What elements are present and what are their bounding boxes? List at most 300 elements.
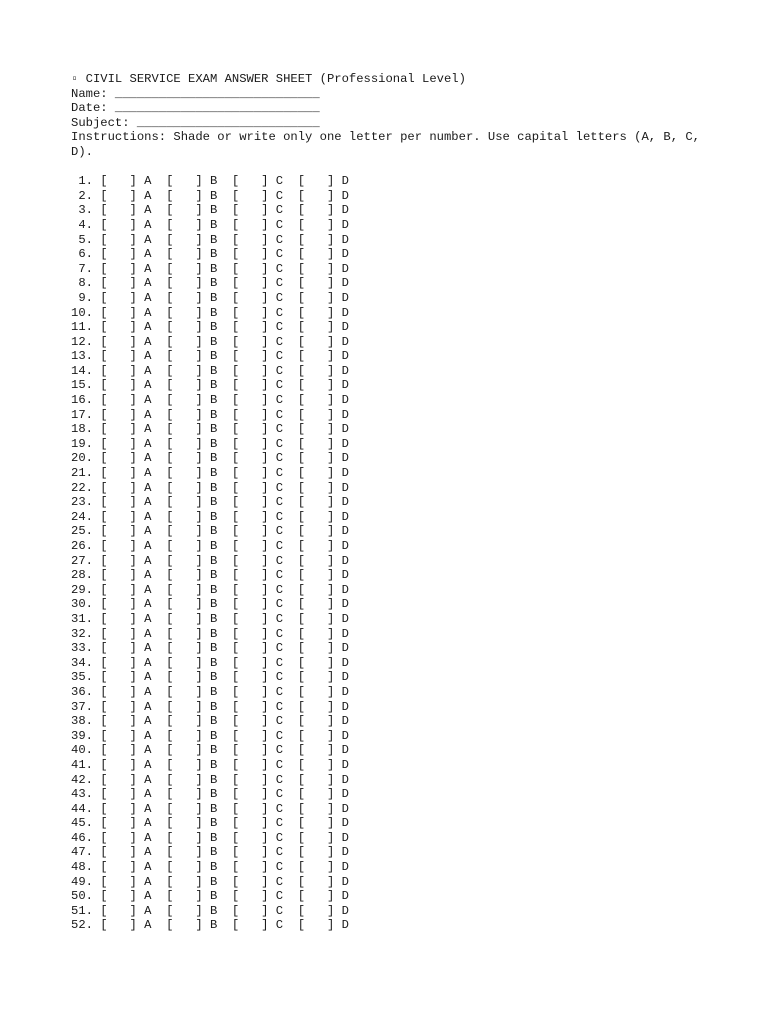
option-a-bubble[interactable]: [ ] A <box>92 480 159 495</box>
option-d-bubble[interactable]: [ ] D <box>290 349 349 364</box>
option-a-bubble[interactable]: [ ] A <box>92 247 159 262</box>
question-row <box>71 203 711 218</box>
option-a-bubble[interactable]: [ ] A <box>92 757 159 772</box>
option-a-bubble[interactable]: [ ] A <box>92 276 159 291</box>
option-d-bubble[interactable]: [ ] D <box>290 787 349 802</box>
option-d-bubble[interactable]: [ ] D <box>290 363 349 378</box>
option-c-bubble[interactable]: [ ] C <box>224 334 291 349</box>
question-row <box>71 335 711 350</box>
question-row <box>71 700 711 715</box>
question-row <box>71 510 711 525</box>
question-row <box>71 656 711 671</box>
question-number: 15. <box>71 378 93 393</box>
question-row <box>71 393 711 408</box>
option-d-bubble[interactable]: [ ] D <box>290 480 349 495</box>
question-row <box>71 612 711 627</box>
question-number: 45. <box>71 816 93 831</box>
question-number: 32. <box>71 626 93 641</box>
question-row <box>71 816 711 831</box>
option-b-bubble[interactable]: [ ] B <box>158 480 225 495</box>
question-number: 22. <box>71 480 93 495</box>
question-row <box>71 247 711 262</box>
option-b-bubble[interactable]: [ ] B <box>158 757 225 772</box>
option-b-bubble[interactable]: [ ] B <box>158 787 225 802</box>
option-d-bubble[interactable]: [ ] D <box>290 889 349 904</box>
option-a-bubble[interactable]: [ ] A <box>92 320 159 335</box>
option-d-bubble[interactable]: [ ] D <box>290 393 349 408</box>
option-b-bubble[interactable]: [ ] B <box>158 597 225 612</box>
option-d-bubble[interactable]: [ ] D <box>290 174 349 189</box>
option-c-bubble[interactable]: [ ] C <box>224 684 291 699</box>
name-label: Name: <box>71 86 108 101</box>
sheet-title: CIVIL SERVICE EXAM ANSWER SHEET (Professional Level) <box>85 72 466 86</box>
question-number: 25. <box>71 524 93 539</box>
option-d-bubble[interactable]: [ ] D <box>290 582 349 597</box>
option-d-bubble[interactable]: [ ] D <box>290 261 349 276</box>
option-b-bubble[interactable]: [ ] B <box>158 174 225 189</box>
option-b-bubble[interactable]: [ ] B <box>158 451 225 466</box>
question-row <box>71 233 711 248</box>
option-a-bubble[interactable]: [ ] A <box>92 217 159 232</box>
option-c-bubble[interactable]: [ ] C <box>224 188 291 203</box>
option-a-bubble[interactable]: [ ] A <box>92 290 159 305</box>
question-row <box>71 773 711 788</box>
answer-sheet <box>71 72 711 933</box>
option-d-bubble[interactable]: [ ] D <box>290 845 349 860</box>
option-a-bubble[interactable]: [ ] A <box>92 743 159 758</box>
option-b-bubble[interactable]: [ ] B <box>158 509 225 524</box>
option-c-bubble[interactable]: [ ] C <box>224 203 291 218</box>
option-b-bubble[interactable]: [ ] B <box>158 903 225 918</box>
question-number: 27. <box>71 553 93 568</box>
option-c-bubble[interactable]: [ ] C <box>224 305 291 320</box>
option-b-bubble[interactable]: [ ] B <box>158 860 225 875</box>
date-field[interactable]: ____________________________ <box>114 101 320 116</box>
option-d-bubble[interactable]: [ ] D <box>290 714 349 729</box>
option-b-bubble[interactable]: [ ] B <box>158 889 225 904</box>
option-d-bubble[interactable]: [ ] D <box>290 539 349 553</box>
option-c-bubble[interactable]: [ ] C <box>224 845 291 860</box>
option-b-bubble[interactable]: [ ] B <box>158 670 225 685</box>
option-c-bubble[interactable]: [ ] C <box>224 743 291 758</box>
question-number: 47. <box>71 845 93 860</box>
option-c-bubble[interactable]: [ ] C <box>224 349 291 364</box>
option-c-bubble[interactable]: [ ] C <box>224 247 291 262</box>
option-a-bubble[interactable]: [ ] A <box>92 451 159 466</box>
question-row <box>71 889 711 904</box>
question-number: 38. <box>71 714 93 729</box>
question-number: 13. <box>71 349 93 364</box>
small-square-icon: ▫ <box>71 72 79 86</box>
question-number: 30. <box>71 597 93 612</box>
option-d-bubble[interactable]: [ ] D <box>290 611 349 626</box>
option-d-bubble[interactable]: [ ] D <box>290 509 349 524</box>
question-number: 48. <box>71 860 93 875</box>
option-c-bubble[interactable]: [ ] C <box>224 524 291 539</box>
option-a-bubble[interactable]: [ ] A <box>92 787 159 802</box>
option-a-bubble[interactable]: [ ] A <box>92 393 159 408</box>
question-number: 50. <box>71 889 93 904</box>
option-c-bubble[interactable]: [ ] C <box>224 714 291 729</box>
option-d-bubble[interactable]: [ ] D <box>290 772 349 787</box>
option-c-bubble[interactable]: [ ] C <box>224 320 291 335</box>
option-c-bubble[interactable]: [ ] C <box>224 582 291 597</box>
option-b-bubble[interactable]: [ ] B <box>158 217 225 232</box>
question-number: 14. <box>71 363 93 378</box>
question-row <box>71 758 711 773</box>
option-c-bubble[interactable]: [ ] C <box>224 378 291 393</box>
option-d-bubble[interactable]: [ ] D <box>290 670 349 685</box>
question-row <box>71 860 711 875</box>
option-b-bubble[interactable]: [ ] B <box>158 407 225 422</box>
option-c-bubble[interactable]: [ ] C <box>224 480 291 495</box>
option-a-bubble[interactable]: [ ] A <box>92 495 159 510</box>
option-b-bubble[interactable]: [ ] B <box>158 728 225 743</box>
question-row <box>71 291 711 306</box>
question-number: 44. <box>71 801 93 816</box>
option-a-bubble[interactable]: [ ] A <box>92 407 159 422</box>
option-b-bubble[interactable]: [ ] B <box>158 466 225 481</box>
spacer <box>71 160 711 175</box>
option-a-bubble[interactable]: [ ] A <box>92 845 159 860</box>
option-d-bubble[interactable]: [ ] D <box>290 276 349 291</box>
option-b-bubble[interactable]: [ ] B <box>158 232 225 247</box>
option-a-bubble[interactable]: [ ] A <box>92 801 159 816</box>
question-row <box>71 729 711 744</box>
option-a-bubble[interactable]: [ ] A <box>92 582 159 597</box>
option-d-bubble[interactable]: [ ] D <box>290 801 349 816</box>
option-c-bubble[interactable]: [ ] C <box>224 641 291 656</box>
question-row <box>71 904 711 919</box>
option-b-bubble[interactable]: [ ] B <box>158 553 225 568</box>
option-b-bubble[interactable]: [ ] B <box>158 684 225 699</box>
option-c-bubble[interactable]: [ ] C <box>224 436 291 451</box>
option-d-bubble[interactable]: [ ] D <box>290 217 349 232</box>
option-d-bubble[interactable]: [ ] D <box>290 451 349 466</box>
option-a-bubble[interactable]: [ ] A <box>92 539 159 553</box>
question-row <box>71 495 711 510</box>
option-d-bubble[interactable]: [ ] D <box>290 874 349 889</box>
question-number: 12. <box>71 334 93 349</box>
option-a-bubble[interactable]: [ ] A <box>92 772 159 787</box>
option-a-bubble[interactable]: [ ] A <box>92 188 159 203</box>
option-c-bubble[interactable]: [ ] C <box>224 509 291 524</box>
option-c-bubble[interactable]: [ ] C <box>224 422 291 437</box>
question-number: 49. <box>71 874 93 889</box>
option-b-bubble[interactable]: [ ] B <box>158 874 225 889</box>
question-number: 36. <box>71 684 93 699</box>
option-d-bubble[interactable]: [ ] D <box>290 553 349 568</box>
question-row <box>71 568 711 583</box>
question-row <box>71 714 711 729</box>
option-b-bubble[interactable]: [ ] B <box>158 290 225 305</box>
option-c-bubble[interactable]: [ ] C <box>224 495 291 510</box>
question-row <box>71 466 711 481</box>
option-d-bubble[interactable]: [ ] D <box>290 320 349 335</box>
option-c-bubble[interactable]: [ ] C <box>224 539 291 553</box>
option-c-bubble[interactable]: [ ] C <box>224 553 291 568</box>
question-number: 42. <box>71 772 93 787</box>
option-a-bubble[interactable]: [ ] A <box>92 203 159 218</box>
option-a-bubble[interactable]: [ ] A <box>92 568 159 583</box>
option-a-bubble[interactable]: [ ] A <box>92 597 159 612</box>
option-c-bubble[interactable]: [ ] C <box>224 276 291 291</box>
option-c-bubble[interactable]: [ ] C <box>224 816 291 831</box>
option-b-bubble[interactable]: [ ] B <box>158 714 225 729</box>
question-row <box>71 364 711 379</box>
subject-line <box>71 116 711 131</box>
option-c-bubble[interactable]: [ ] C <box>224 568 291 583</box>
option-b-bubble[interactable]: [ ] B <box>158 655 225 670</box>
option-a-bubble[interactable]: [ ] A <box>92 860 159 875</box>
option-d-bubble[interactable]: [ ] D <box>290 524 349 539</box>
option-c-bubble[interactable]: [ ] C <box>224 290 291 305</box>
option-d-bubble[interactable]: [ ] D <box>290 655 349 670</box>
option-b-bubble[interactable]: [ ] B <box>158 699 225 714</box>
option-d-bubble[interactable]: [ ] D <box>290 232 349 247</box>
option-a-bubble[interactable]: [ ] A <box>92 334 159 349</box>
option-d-bubble[interactable]: [ ] D <box>290 830 349 845</box>
option-d-bubble[interactable]: [ ] D <box>290 466 349 481</box>
option-b-bubble[interactable]: [ ] B <box>158 334 225 349</box>
question-row <box>71 802 711 817</box>
option-b-bubble[interactable]: [ ] B <box>158 568 225 583</box>
option-b-bubble[interactable]: [ ] B <box>158 393 225 408</box>
question-number: 18. <box>71 422 93 437</box>
option-a-bubble[interactable]: [ ] A <box>92 903 159 918</box>
option-d-bubble[interactable]: [ ] D <box>290 743 349 758</box>
option-c-bubble[interactable]: [ ] C <box>224 451 291 466</box>
option-b-bubble[interactable]: [ ] B <box>158 320 225 335</box>
question-number: 24. <box>71 509 93 524</box>
option-a-bubble[interactable]: [ ] A <box>92 524 159 539</box>
option-b-bubble[interactable]: [ ] B <box>158 582 225 597</box>
question-number: 33. <box>71 641 93 656</box>
option-d-bubble[interactable]: [ ] D <box>290 422 349 437</box>
option-a-bubble[interactable]: [ ] A <box>92 626 159 641</box>
name-line <box>71 87 711 102</box>
option-c-bubble[interactable]: [ ] C <box>224 757 291 772</box>
question-number: 5. <box>71 232 93 247</box>
option-c-bubble[interactable]: [ ] C <box>224 889 291 904</box>
option-c-bubble[interactable]: [ ] C <box>224 363 291 378</box>
date-label: Date: <box>71 101 108 116</box>
option-d-bubble[interactable]: [ ] D <box>290 188 349 203</box>
question-number: 3. <box>71 203 93 218</box>
option-c-bubble[interactable]: [ ] C <box>224 728 291 743</box>
option-b-bubble[interactable]: [ ] B <box>158 422 225 437</box>
option-a-bubble[interactable]: [ ] A <box>92 174 159 189</box>
option-a-bubble[interactable]: [ ] A <box>92 714 159 729</box>
option-c-bubble[interactable]: [ ] C <box>224 801 291 816</box>
option-b-bubble[interactable]: [ ] B <box>158 816 225 831</box>
question-row <box>71 306 711 321</box>
question-row <box>71 670 711 685</box>
option-c-bubble[interactable]: [ ] C <box>224 772 291 787</box>
option-b-bubble[interactable]: [ ] B <box>158 743 225 758</box>
option-a-bubble[interactable]: [ ] A <box>92 728 159 743</box>
option-c-bubble[interactable]: [ ] C <box>224 626 291 641</box>
option-a-bubble[interactable]: [ ] A <box>92 816 159 831</box>
question-row <box>71 320 711 335</box>
option-a-bubble[interactable]: [ ] A <box>92 874 159 889</box>
option-d-bubble[interactable]: [ ] D <box>290 699 349 714</box>
option-b-bubble[interactable]: [ ] B <box>158 261 225 276</box>
option-b-bubble[interactable]: [ ] B <box>158 626 225 641</box>
option-a-bubble[interactable]: [ ] A <box>92 918 159 933</box>
option-b-bubble[interactable]: [ ] B <box>158 349 225 364</box>
option-a-bubble[interactable]: [ ] A <box>92 889 159 904</box>
option-c-bubble[interactable]: [ ] C <box>224 918 291 933</box>
option-c-bubble[interactable]: [ ] C <box>224 393 291 408</box>
question-row <box>71 597 711 612</box>
option-d-bubble[interactable]: [ ] D <box>290 626 349 641</box>
question-number: 37. <box>71 699 93 714</box>
option-a-bubble[interactable]: [ ] A <box>92 509 159 524</box>
question-number: 6. <box>71 247 93 262</box>
question-number: 2. <box>71 188 93 203</box>
option-b-bubble[interactable]: [ ] B <box>158 641 225 656</box>
question-number: 51. <box>71 903 93 918</box>
option-b-bubble[interactable]: [ ] B <box>158 539 225 553</box>
option-c-bubble[interactable]: [ ] C <box>224 597 291 612</box>
option-b-bubble[interactable]: [ ] B <box>158 830 225 845</box>
question-row <box>71 875 711 890</box>
question-row <box>71 554 711 569</box>
option-a-bubble[interactable]: [ ] A <box>92 363 159 378</box>
option-b-bubble[interactable]: [ ] B <box>158 845 225 860</box>
option-d-bubble[interactable]: [ ] D <box>290 247 349 262</box>
option-d-bubble[interactable]: [ ] D <box>290 816 349 831</box>
question-row <box>71 787 711 802</box>
option-a-bubble[interactable]: [ ] A <box>92 670 159 685</box>
question-row <box>71 408 711 423</box>
option-c-bubble[interactable]: [ ] C <box>224 874 291 889</box>
option-d-bubble[interactable]: [ ] D <box>290 757 349 772</box>
question-row <box>71 845 711 860</box>
option-b-bubble[interactable]: [ ] B <box>158 305 225 320</box>
option-c-bubble[interactable]: [ ] C <box>224 466 291 481</box>
option-c-bubble[interactable]: [ ] C <box>224 655 291 670</box>
question-row <box>71 437 711 452</box>
option-d-bubble[interactable]: [ ] D <box>290 860 349 875</box>
option-d-bubble[interactable]: [ ] D <box>290 290 349 305</box>
option-b-bubble[interactable]: [ ] B <box>158 363 225 378</box>
option-b-bubble[interactable]: [ ] B <box>158 436 225 451</box>
question-number: 46. <box>71 830 93 845</box>
option-b-bubble[interactable]: [ ] B <box>158 918 225 933</box>
option-c-bubble[interactable]: [ ] C <box>224 261 291 276</box>
option-b-bubble[interactable]: [ ] B <box>158 772 225 787</box>
question-number: 26. <box>71 539 93 553</box>
question-row <box>71 276 711 291</box>
subject-field[interactable]: _________________________ <box>136 115 320 130</box>
question-row <box>71 174 711 189</box>
question-number: 43. <box>71 787 93 802</box>
option-a-bubble[interactable]: [ ] A <box>92 553 159 568</box>
option-b-bubble[interactable]: [ ] B <box>158 611 225 626</box>
option-c-bubble[interactable]: [ ] C <box>224 787 291 802</box>
option-d-bubble[interactable]: [ ] D <box>290 684 349 699</box>
question-row <box>71 189 711 204</box>
option-c-bubble[interactable]: [ ] C <box>224 217 291 232</box>
date-line <box>71 101 711 116</box>
option-a-bubble[interactable]: [ ] A <box>92 830 159 845</box>
question-number: 40. <box>71 743 93 758</box>
option-b-bubble[interactable]: [ ] B <box>158 801 225 816</box>
question-list <box>71 174 711 933</box>
subject-label: Subject: <box>71 115 130 130</box>
option-a-bubble[interactable]: [ ] A <box>92 684 159 699</box>
option-a-bubble[interactable]: [ ] A <box>92 611 159 626</box>
option-d-bubble[interactable]: [ ] D <box>290 378 349 393</box>
option-d-bubble[interactable]: [ ] D <box>290 568 349 583</box>
option-d-bubble[interactable]: [ ] D <box>290 641 349 656</box>
option-d-bubble[interactable]: [ ] D <box>290 597 349 612</box>
question-number: 39. <box>71 728 93 743</box>
question-row <box>71 627 711 642</box>
question-row <box>71 524 711 539</box>
option-d-bubble[interactable]: [ ] D <box>290 334 349 349</box>
option-c-bubble[interactable]: [ ] C <box>224 860 291 875</box>
option-b-bubble[interactable]: [ ] B <box>158 524 225 539</box>
question-row <box>71 422 711 437</box>
option-d-bubble[interactable]: [ ] D <box>290 918 349 933</box>
question-row <box>71 481 711 496</box>
option-d-bubble[interactable]: [ ] D <box>290 728 349 743</box>
option-c-bubble[interactable]: [ ] C <box>224 670 291 685</box>
option-a-bubble[interactable]: [ ] A <box>92 422 159 437</box>
option-c-bubble[interactable]: [ ] C <box>224 611 291 626</box>
option-d-bubble[interactable]: [ ] D <box>290 436 349 451</box>
option-b-bubble[interactable]: [ ] B <box>158 203 225 218</box>
option-c-bubble[interactable]: [ ] C <box>224 830 291 845</box>
option-a-bubble[interactable]: [ ] A <box>92 261 159 276</box>
question-row <box>71 918 711 933</box>
option-a-bubble[interactable]: [ ] A <box>92 378 159 393</box>
question-number: 17. <box>71 407 93 422</box>
option-b-bubble[interactable]: [ ] B <box>158 188 225 203</box>
option-a-bubble[interactable]: [ ] A <box>92 232 159 247</box>
name-field[interactable]: ____________________________ <box>114 86 320 101</box>
option-d-bubble[interactable]: [ ] D <box>290 495 349 510</box>
option-a-bubble[interactable]: [ ] A <box>92 349 159 364</box>
option-a-bubble[interactable]: [ ] A <box>92 641 159 656</box>
option-c-bubble[interactable]: [ ] C <box>224 903 291 918</box>
option-c-bubble[interactable]: [ ] C <box>224 174 291 189</box>
option-c-bubble[interactable]: [ ] C <box>224 699 291 714</box>
option-b-bubble[interactable]: [ ] B <box>158 495 225 510</box>
option-b-bubble[interactable]: [ ] B <box>158 378 225 393</box>
option-d-bubble[interactable]: [ ] D <box>290 305 349 320</box>
option-d-bubble[interactable]: [ ] D <box>290 407 349 422</box>
question-number: 1. <box>71 174 93 189</box>
option-a-bubble[interactable]: [ ] A <box>92 466 159 481</box>
option-c-bubble[interactable]: [ ] C <box>224 232 291 247</box>
option-b-bubble[interactable]: [ ] B <box>158 276 225 291</box>
question-row <box>71 539 711 554</box>
option-a-bubble[interactable]: [ ] A <box>92 655 159 670</box>
option-c-bubble[interactable]: [ ] C <box>224 407 291 422</box>
question-number: 19. <box>71 436 93 451</box>
instructions: Instructions: Shade or write only one letter per number. Use capital letters (A, B, C, D). <box>71 130 708 159</box>
option-a-bubble[interactable]: [ ] A <box>92 305 159 320</box>
option-d-bubble[interactable]: [ ] D <box>290 903 349 918</box>
option-b-bubble[interactable]: [ ] B <box>158 247 225 262</box>
option-a-bubble[interactable]: [ ] A <box>92 699 159 714</box>
option-a-bubble[interactable]: [ ] A <box>92 436 159 451</box>
option-d-bubble[interactable]: [ ] D <box>290 203 349 218</box>
